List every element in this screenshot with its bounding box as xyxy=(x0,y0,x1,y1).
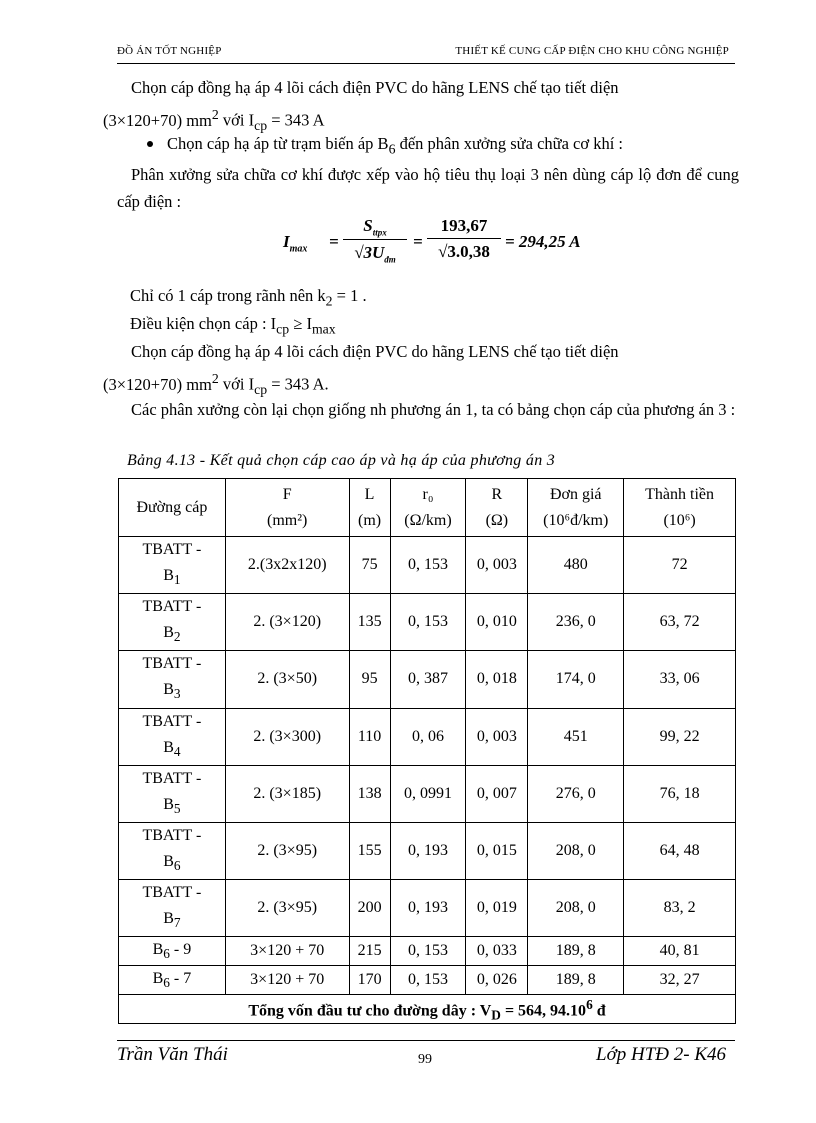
cell-F: 2. (3×95) xyxy=(225,822,349,879)
cell-R: 0, 010 xyxy=(466,594,528,651)
paragraph-remaining: Các phân xưởng còn lại chọn giống nh phương án 1, ta có bảng chọn cáp của phương án 3 : xyxy=(131,400,736,419)
cell-total: 40, 81 xyxy=(624,937,736,966)
cell-F: 2. (3×95) xyxy=(225,880,349,937)
formula-fraction-symbolic: $S_{ttpx}$ $√3U_{đm}$ xyxy=(343,216,407,265)
header-unit-price: Đơn giá (10⁶đ/km) xyxy=(528,479,624,537)
text: cp xyxy=(254,117,268,133)
cell-cable: TBATT - $B_5$ xyxy=(119,765,226,822)
cell-F: 2. (3×185) xyxy=(225,765,349,822)
header-right: THIẾT KẾ CUNG CẤP ĐIỆN CHO KHU CÔNG NGHIỆP xyxy=(455,45,729,57)
cell-L: 215 xyxy=(349,937,390,966)
cell-L: 75 xyxy=(349,537,390,594)
text: 2 xyxy=(211,107,219,122)
formula-eq: = xyxy=(329,232,339,251)
cell-R: 0, 019 xyxy=(466,880,528,937)
header-r0: r₀ (Ω/km) xyxy=(390,479,466,537)
footer-rule xyxy=(117,1040,735,1041)
table-row xyxy=(119,937,736,966)
cell-price: 189, 8 xyxy=(528,966,624,995)
cell-r0: 0, 153 xyxy=(390,966,466,995)
cell-cable: TBATT - $B_3$ xyxy=(119,651,226,708)
cell-cable: TBATT - $B_1$ xyxy=(119,537,226,594)
cell-price: 480 xyxy=(528,537,624,594)
cell-total: 83, 2 xyxy=(624,880,736,937)
formula-eq: = xyxy=(413,232,423,251)
cell-R: 0, 003 xyxy=(466,537,528,594)
cell-total: 32, 27 xyxy=(624,966,736,995)
text: (3×120+70) mm xyxy=(103,110,212,130)
cell-cable: TBATT - $B_2$ xyxy=(119,594,226,651)
cell-price: 189, 8 xyxy=(528,937,624,966)
cell-r0: 0, 193 xyxy=(390,822,466,879)
paragraph-workshop: Phân xưởng sửa chữa cơ khí được xếp vào hộ tiêu thụ loại 3 nên dùng cáp lộ đơn để cung cấp điện : xyxy=(117,165,739,211)
cell-total-investment: Tổng vốn đầu tư cho đường dây : $V_D = 564$, 94.10$^6$ đ xyxy=(119,995,736,1025)
current-formula xyxy=(283,212,603,272)
table-row xyxy=(119,822,736,879)
page-number: 99 xyxy=(418,1052,432,1067)
cell-total: 64, 48 xyxy=(624,822,736,879)
cell-R: 0, 003 xyxy=(466,708,528,765)
header-total-cost: Thành tiền (10⁶) xyxy=(624,479,736,537)
formula-lhs: $I_{max}$ xyxy=(283,232,308,255)
cell-L: 110 xyxy=(349,708,390,765)
table-header-row xyxy=(119,479,736,537)
cell-price: 276, 0 xyxy=(528,765,624,822)
cell-R: 0, 033 xyxy=(466,937,528,966)
bullet-icon xyxy=(147,141,153,147)
text: 6 xyxy=(388,141,396,157)
table-row xyxy=(119,594,736,651)
cell-r0: 0, 0991 xyxy=(390,765,466,822)
cell-L: 155 xyxy=(349,822,390,879)
cell-total: 72 xyxy=(624,537,736,594)
cell-price: 208, 0 xyxy=(528,822,624,879)
paragraph-cable-choice-2: Chọn cáp đồng hạ áp 4 lõi cách điện PVC do hãng LENS chế tạo tiết diện (3×120+70) $mm^2$ với $I_{cp} = 343$ A. xyxy=(103,342,619,397)
table-row xyxy=(119,765,736,822)
cell-R: 0, 007 xyxy=(466,765,528,822)
cell-L: 95 xyxy=(349,651,390,708)
paragraph-k2: Chỉ có 1 cáp trong rãnh nên $k_2 = 1$ . xyxy=(130,286,367,309)
paragraph-condition: Điều kiện chọn cáp : $I_{cp} \ge I_{max}$ xyxy=(130,314,336,337)
cell-F: 3×120 + 70 xyxy=(225,966,349,995)
paragraph-cable-choice-1 xyxy=(103,74,739,139)
cell-R: 0, 018 xyxy=(466,651,528,708)
table-row xyxy=(119,651,736,708)
formula-fraction-numeric: $\frac{193,67}{√3.0,38}$ xyxy=(427,216,501,262)
cell-price: 451 xyxy=(528,708,624,765)
table-caption: Bảng 4.13 - Kết quả chọn cáp cao áp và hạ áp của phương án 3 xyxy=(127,452,556,469)
cell-F: 2.(3x2x120) xyxy=(225,537,349,594)
cell-F: 2. (3×300) xyxy=(225,708,349,765)
cell-r0: 0, 06 xyxy=(390,708,466,765)
header-cable: Đường cáp xyxy=(119,479,226,537)
cell-total: 33, 06 xyxy=(624,651,736,708)
table-row xyxy=(119,880,736,937)
cell-cable: TBATT - $B_7$ xyxy=(119,880,226,937)
cell-price: 174, 0 xyxy=(528,651,624,708)
cell-cable: $B_6 - 7$ xyxy=(119,966,226,995)
text: = 343 A xyxy=(267,110,325,130)
cell-r0: 0, 387 xyxy=(390,651,466,708)
cell-total: 76, 18 xyxy=(624,765,736,822)
cell-total: 99, 22 xyxy=(624,708,736,765)
header-R: R (Ω) xyxy=(466,479,528,537)
cell-cable: $B_6 - 9$ xyxy=(119,937,226,966)
table-bottom-border xyxy=(118,1023,736,1024)
header-left: ĐỒ ÁN TỐT NGHIỆP xyxy=(117,45,222,57)
table-row xyxy=(119,537,736,594)
header-F: F (mm²) xyxy=(225,479,349,537)
cell-L: 138 xyxy=(349,765,390,822)
cell-price: 208, 0 xyxy=(528,880,624,937)
cell-R: 0, 026 xyxy=(466,966,528,995)
cell-F: 3×120 + 70 xyxy=(225,937,349,966)
page-header xyxy=(117,45,729,61)
text: Chọn cáp đồng hạ áp 4 lõi cách điện PVC do hãng LENS chế tạo tiết diện xyxy=(131,78,619,97)
bullet-item xyxy=(117,134,623,157)
cell-L: 200 xyxy=(349,880,390,937)
cell-cable: TBATT - $B_6$ xyxy=(119,822,226,879)
footer-author: Trần Văn Thái xyxy=(117,1044,228,1065)
header-L: L (m) xyxy=(349,479,390,537)
header-rule xyxy=(117,63,735,64)
footer-class: Lớp HTĐ 2- K46 xyxy=(596,1044,726,1065)
cell-R: 0, 015 xyxy=(466,822,528,879)
table-row xyxy=(119,708,736,765)
text: với I xyxy=(218,110,255,130)
cell-cable: TBATT - $B_4$ xyxy=(119,708,226,765)
cell-F: 2. (3×50) xyxy=(225,651,349,708)
cell-r0: 0, 153 xyxy=(390,594,466,651)
cell-L: 135 xyxy=(349,594,390,651)
cell-r0: 0, 193 xyxy=(390,880,466,937)
cell-r0: 0, 153 xyxy=(390,937,466,966)
text: Chọn cáp hạ áp từ trạm biến áp B xyxy=(167,134,389,153)
cell-F: 2. (3×120) xyxy=(225,594,349,651)
table-row xyxy=(119,966,736,995)
cell-total: 63, 72 xyxy=(624,594,736,651)
cell-L: 170 xyxy=(349,966,390,995)
table-total-row xyxy=(119,995,736,1025)
text: đến phân xưởng sửa chữa cơ khí : xyxy=(395,134,623,153)
cell-price: 236, 0 xyxy=(528,594,624,651)
cell-r0: 0, 153 xyxy=(390,537,466,594)
cable-table xyxy=(118,478,736,1024)
formula-result: = 294,25 A xyxy=(505,232,581,251)
